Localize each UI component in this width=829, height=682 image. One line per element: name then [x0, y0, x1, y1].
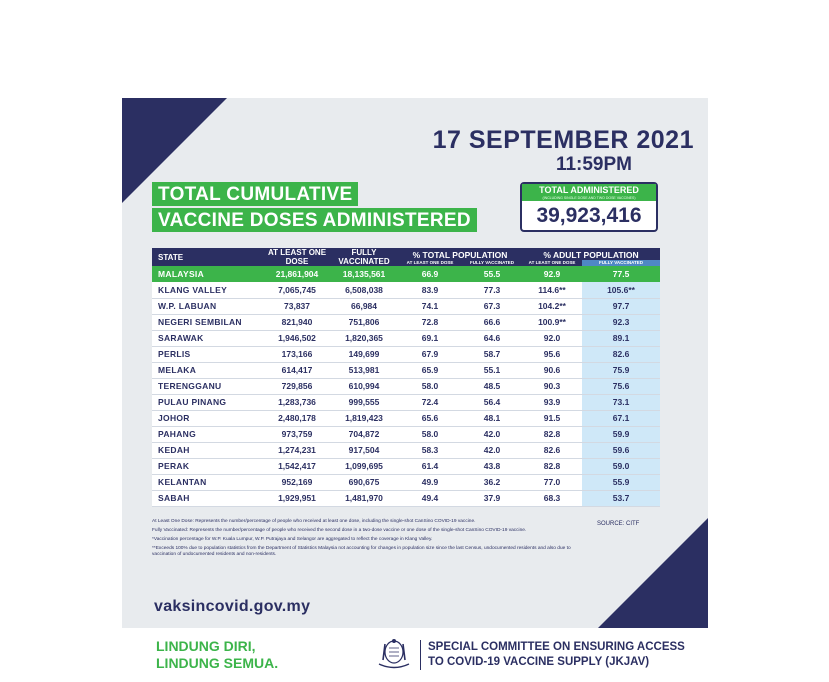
cell-fully-vaccinated: 690,675	[330, 474, 398, 490]
cell-adult-fully: 67.1	[582, 410, 660, 426]
cell-state: PAHANG	[152, 426, 264, 442]
cell-total-fully: 42.0	[462, 442, 522, 458]
headline-line-2: VACCINE DOSES ADMINISTERED	[152, 208, 477, 232]
cell-adult-one-dose: 92.9	[522, 266, 582, 282]
cell-state: TERENGGANU	[152, 378, 264, 394]
table-row	[152, 314, 660, 330]
cell-adult-one-dose: 104.2**	[522, 298, 582, 314]
cell-fully-vaccinated: 66,984	[330, 298, 398, 314]
cell-adult-fully: 77.5	[582, 266, 660, 282]
cell-adult-one-dose: 93.9	[522, 394, 582, 410]
cell-adult-one-dose: 114.6**	[522, 282, 582, 298]
cell-fully-vaccinated: 610,994	[330, 378, 398, 394]
cell-adult-one-dose: 90.3	[522, 378, 582, 394]
table-row	[152, 266, 660, 282]
table-row	[152, 410, 660, 426]
table-row	[152, 474, 660, 490]
cell-total-one-dose: 74.1	[398, 298, 462, 314]
cell-one-dose: 7,065,745	[264, 282, 330, 298]
cell-state: PERAK	[152, 458, 264, 474]
cell-adult-fully: 82.6	[582, 346, 660, 362]
infographic-poster	[122, 98, 708, 628]
cell-adult-one-dose: 68.3	[522, 490, 582, 506]
cell-fully-vaccinated: 704,872	[330, 426, 398, 442]
cell-adult-one-dose: 95.6	[522, 346, 582, 362]
cell-total-one-dose: 58.3	[398, 442, 462, 458]
cell-adult-fully: 97.7	[582, 298, 660, 314]
table-row	[152, 394, 660, 410]
cell-total-one-dose: 49.9	[398, 474, 462, 490]
subheader-adult-one-dose: AT LEAST ONE DOSE	[522, 260, 582, 266]
cell-total-one-dose: 67.9	[398, 346, 462, 362]
cell-adult-one-dose: 92.0	[522, 330, 582, 346]
coat-of-arms-icon	[374, 638, 414, 670]
table-row	[152, 346, 660, 362]
cell-fully-vaccinated: 1,819,423	[330, 410, 398, 426]
cell-total-fully: 67.3	[462, 298, 522, 314]
table-row	[152, 490, 660, 506]
report-date: 17 SEPTEMBER 2021	[432, 126, 694, 154]
table-row	[152, 442, 660, 458]
cell-fully-vaccinated: 513,981	[330, 362, 398, 378]
vaccination-table	[152, 248, 660, 507]
cell-total-fully: 48.1	[462, 410, 522, 426]
cell-adult-one-dose: 90.6	[522, 362, 582, 378]
date-block	[433, 126, 694, 176]
cell-adult-one-dose: 77.0	[522, 474, 582, 490]
header-one-dose: AT LEAST ONE DOSE	[264, 248, 330, 266]
cell-adult-fully: 59.0	[582, 458, 660, 474]
table-row	[152, 282, 660, 298]
cell-total-one-dose: 72.4	[398, 394, 462, 410]
slogan	[156, 638, 278, 672]
cell-fully-vaccinated: 1,820,365	[330, 330, 398, 346]
table-row	[152, 458, 660, 474]
cell-total-one-dose: 49.4	[398, 490, 462, 506]
cell-fully-vaccinated: 917,504	[330, 442, 398, 458]
committee-line-1: SPECIAL COMMITTEE ON ENSURING ACCESS	[428, 641, 685, 653]
total-administered-label: TOTAL ADMINISTERED	[522, 184, 656, 196]
cell-total-fully: 58.7	[462, 346, 522, 362]
cell-adult-fully: 59.6	[582, 442, 660, 458]
cell-adult-fully: 59.9	[582, 426, 660, 442]
cell-adult-fully: 75.9	[582, 362, 660, 378]
cell-one-dose: 2,480,178	[264, 410, 330, 426]
cell-one-dose: 173,166	[264, 346, 330, 362]
header-total-population: % TOTAL POPULATION	[398, 248, 522, 260]
cell-adult-fully: 92.3	[582, 314, 660, 330]
table-row	[152, 330, 660, 346]
cell-total-fully: 42.0	[462, 426, 522, 442]
cell-one-dose: 952,169	[264, 474, 330, 490]
cell-adult-fully: 89.1	[582, 330, 660, 346]
cell-total-fully: 48.5	[462, 378, 522, 394]
total-administered-sublabel: (INCLUDING SINGLE DOSE AND TWO DOSE VACCINES)	[522, 196, 656, 201]
note-at-least-one-dose: At Least One Dose: Represents the number/percentage of people who received at least one dose, including the single-shot CanSino COVID-19 vaccine.	[152, 519, 476, 524]
cell-one-dose: 729,856	[264, 378, 330, 394]
report-time: 11:59PM	[555, 154, 632, 175]
cell-state: PULAU PINANG	[152, 394, 264, 410]
cell-one-dose: 821,940	[264, 314, 330, 330]
cell-fully-vaccinated: 18,135,561	[330, 266, 398, 282]
cell-total-fully: 55.5	[462, 266, 522, 282]
subheader-adult-fully: FULLY VACCINATED	[582, 260, 660, 266]
cell-state: SABAH	[152, 490, 264, 506]
cell-total-fully: 77.3	[462, 282, 522, 298]
footnotes	[152, 519, 592, 561]
cell-total-one-dose: 69.1	[398, 330, 462, 346]
cell-adult-one-dose: 100.9**	[522, 314, 582, 330]
slogan-line-1: LINDUNG DIRI,	[156, 638, 256, 654]
cell-total-one-dose: 58.0	[398, 426, 462, 442]
cell-state: W.P. LABUAN	[152, 298, 264, 314]
cell-one-dose: 973,759	[264, 426, 330, 442]
note-fully-vaccinated: Fully Vaccinated: Represents the number/percentage of people who received the second dose in a two-dose vaccine or one dose of the single-shot CanSino COVID-19 vaccine.	[152, 528, 527, 533]
cell-adult-fully: 53.7	[582, 490, 660, 506]
cell-total-one-dose: 65.6	[398, 410, 462, 426]
footer-divider	[420, 640, 421, 670]
cell-fully-vaccinated: 1,481,970	[330, 490, 398, 506]
table-row	[152, 362, 660, 378]
cell-adult-fully: 75.6	[582, 378, 660, 394]
cell-total-one-dose: 72.8	[398, 314, 462, 330]
cell-fully-vaccinated: 1,099,695	[330, 458, 398, 474]
cell-state: KELANTAN	[152, 474, 264, 490]
table-row	[152, 378, 660, 394]
table-row	[152, 298, 660, 314]
cell-state: JOHOR	[152, 410, 264, 426]
cell-state: PERLIS	[152, 346, 264, 362]
total-administered-value: 39,923,416	[536, 204, 642, 227]
cell-fully-vaccinated: 999,555	[330, 394, 398, 410]
cell-adult-fully: 105.6**	[582, 282, 660, 298]
cell-one-dose: 21,861,904	[264, 266, 330, 282]
source-label: SOURCE: CITF	[597, 521, 640, 527]
slogan-line-2: LINDUNG SEMUA.	[156, 655, 279, 671]
cell-adult-one-dose: 91.5	[522, 410, 582, 426]
total-administered-box	[520, 182, 658, 232]
note-klang-valley: *Vaccination percentage for W.P. Kuala Lumpur, W.P. Putrajaya and Selangor are aggregated to reflect the coverage in Klang Valley.	[152, 537, 433, 542]
cell-total-fully: 37.9	[462, 490, 522, 506]
cell-total-fully: 36.2	[462, 474, 522, 490]
cell-total-one-dose: 58.0	[398, 378, 462, 394]
note-exceeds-100: **Exceeds 100% due to population statistics from the Department of Statistics Malaysia not accounting for changes in population size since the last Census, undocumented residents and also due to vaccination of undocumented residents and non-residents.	[152, 546, 571, 557]
corner-triangle-bottom-right	[598, 518, 708, 628]
cell-total-one-dose: 65.9	[398, 362, 462, 378]
website-url: vaksincovid.gov.my	[154, 598, 311, 615]
committee-line-2: TO COVID-19 VACCINE SUPPLY (JKJAV)	[428, 656, 650, 668]
header-adult-population: % ADULT POPULATION	[522, 248, 660, 260]
cell-state: KLANG VALLEY	[152, 282, 264, 298]
cell-total-fully: 66.6	[462, 314, 522, 330]
cell-total-fully: 56.4	[462, 394, 522, 410]
cell-one-dose: 1,542,417	[264, 458, 330, 474]
cell-fully-vaccinated: 6,508,038	[330, 282, 398, 298]
cell-adult-one-dose: 82.8	[522, 458, 582, 474]
cell-fully-vaccinated: 751,806	[330, 314, 398, 330]
cell-state: KEDAH	[152, 442, 264, 458]
cell-one-dose: 1,274,231	[264, 442, 330, 458]
header-state: STATE	[152, 248, 264, 266]
cell-one-dose: 1,283,736	[264, 394, 330, 410]
cell-adult-fully: 73.1	[582, 394, 660, 410]
cell-total-fully: 43.8	[462, 458, 522, 474]
cell-adult-one-dose: 82.8	[522, 426, 582, 442]
table-body	[152, 266, 660, 506]
cell-state: NEGERI SEMBILAN	[152, 314, 264, 330]
cell-state: MALAYSIA	[152, 266, 264, 282]
headline-line-1: TOTAL CUMULATIVE	[152, 182, 358, 206]
committee-name	[428, 640, 685, 670]
cell-adult-one-dose: 82.6	[522, 442, 582, 458]
cell-fully-vaccinated: 149,699	[330, 346, 398, 362]
cell-total-fully: 64.6	[462, 330, 522, 346]
table-row	[152, 426, 660, 442]
cell-total-one-dose: 83.9	[398, 282, 462, 298]
cell-one-dose: 1,946,502	[264, 330, 330, 346]
cell-total-one-dose: 66.9	[398, 266, 462, 282]
cell-one-dose: 1,929,951	[264, 490, 330, 506]
subheader-total-one-dose: AT LEAST ONE DOSE	[398, 260, 462, 266]
cell-total-one-dose: 61.4	[398, 458, 462, 474]
cell-state: SARAWAK	[152, 330, 264, 346]
cell-state: MELAKA	[152, 362, 264, 378]
cell-one-dose: 73,837	[264, 298, 330, 314]
cell-adult-fully: 55.9	[582, 474, 660, 490]
subheader-total-fully: FULLY VACCINATED	[462, 260, 522, 266]
cell-one-dose: 614,417	[264, 362, 330, 378]
headline	[152, 182, 477, 234]
cell-total-fully: 55.1	[462, 362, 522, 378]
header-fully-vaccinated: FULLY VACCINATED	[330, 248, 398, 266]
